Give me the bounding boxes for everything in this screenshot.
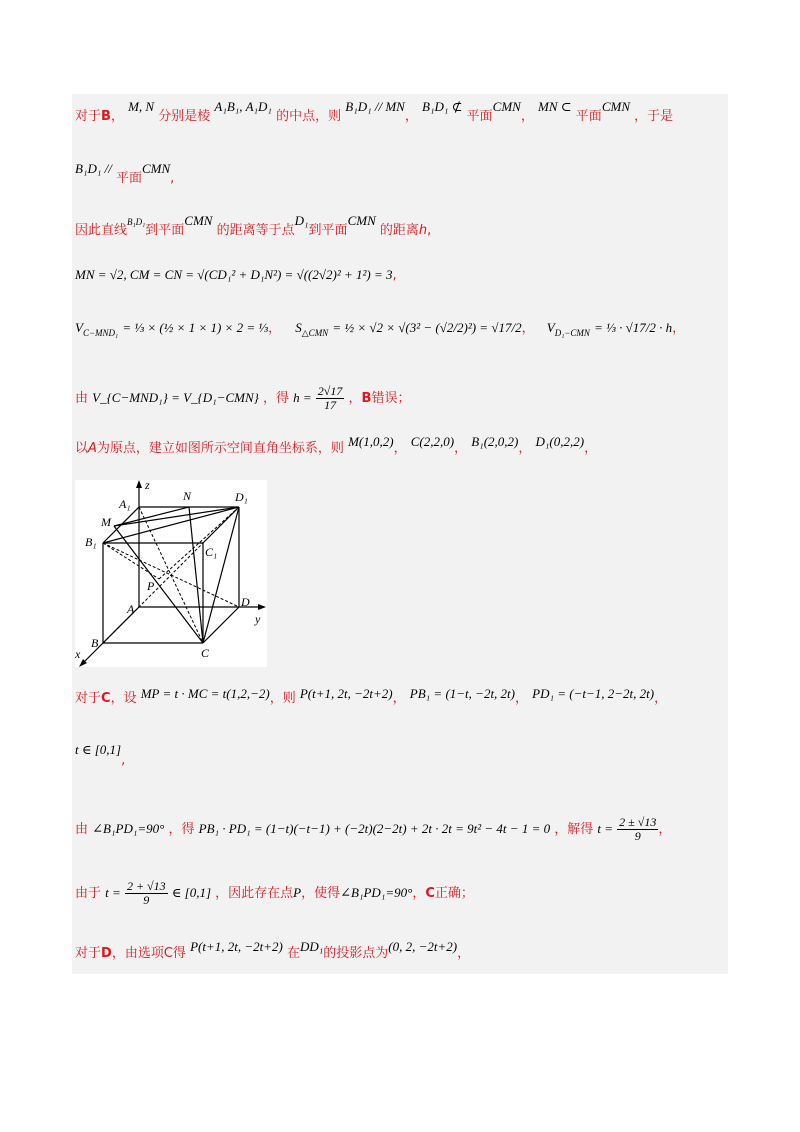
punct: , — [392, 268, 397, 283]
math-v: V — [75, 320, 83, 335]
line-coordinates: 以A为原点，建立如图所示空间直角坐标系，则 M(1,0,2)， C(2,2,0)， B₁(2,0,2)， D₁(0,2,2)， — [75, 434, 598, 456]
line-b-statement: 对于B， M, N 分别是棱 A₁B₁, A₁D₁ 的中点，则 B₁D₁ // MN， B₁D₁ ⊄ 平面CMN， MN ⊂ 平面CMN ，于是 — [75, 99, 674, 124]
text: ，解得 — [554, 822, 594, 838]
math-equation: V_{C−MND₁} = V_{D₁−CMN} — [92, 390, 259, 406]
text: 错误； — [371, 391, 411, 407]
label-m: M — [101, 515, 111, 529]
punct: , — [170, 171, 175, 186]
math-equation: = ⅓ · √17/2 · h — [594, 320, 673, 335]
label-y: y — [255, 612, 261, 626]
math-plane: CMN — [184, 213, 213, 228]
cube-figure — [75, 480, 267, 667]
label-a: A — [127, 602, 135, 616]
text: 的距离 — [379, 223, 419, 238]
label-b1: B₁ — [85, 535, 97, 549]
math-vector-pb1: PB₁ = (1−t, −2t, 2t) — [409, 686, 515, 701]
denominator: 9 — [143, 893, 150, 908]
math-line: B₁D₁ — [127, 217, 146, 227]
math-point-p: P(t+1, 2t, −2t+2) — [190, 939, 283, 954]
math-point-p: P(t+1, 2t, −2t+2) — [299, 686, 393, 701]
text: 到平面 — [308, 223, 348, 238]
fraction — [125, 880, 168, 907]
denominator: 9 — [634, 829, 641, 844]
hidden-line-bc1 — [103, 543, 203, 643]
text: 在 — [286, 946, 300, 961]
label-z: z — [145, 480, 150, 492]
math-range: t ∈ [0,1] — [75, 742, 122, 757]
math-equation: PB₁ · PD₁ = (1−t)(−t−1) + (−2t)(2−2t) + 2t · 2t = 9t² − 4t − 1 = 0 — [198, 821, 551, 837]
math-angle: ∠B₁PD₁=90° — [340, 885, 413, 901]
text: 对于 — [75, 109, 102, 124]
math-plane: CMN — [492, 99, 521, 114]
text: 由于 — [75, 886, 102, 902]
text: 到平面 — [145, 223, 185, 238]
denominator: 17 — [324, 398, 337, 413]
math-rel: B₁D₁ ⊄ — [422, 99, 463, 114]
line-b-parallel — [75, 161, 175, 187]
math-projection: (0, 2, −2t+2) — [388, 939, 458, 954]
line-b-result — [75, 385, 410, 412]
math-sub: D₁−CMN — [554, 328, 590, 338]
math-angle: ∠B₁PD₁=90° — [92, 821, 165, 837]
text: 的投影点为 — [323, 946, 389, 961]
text: 由 — [75, 391, 89, 407]
math-point: D₁ — [294, 213, 309, 228]
label-d: D — [241, 595, 250, 609]
math-rel: B₁D₁ // MN — [345, 99, 405, 114]
coord-d1: D₁(0,2,2) — [535, 434, 585, 449]
math-v: V — [546, 320, 555, 335]
text: 分别是棱 — [158, 109, 211, 124]
option-tag: B — [101, 109, 111, 124]
math-edges: A₁B₁, A₁D₁ — [214, 99, 272, 114]
arrow-z — [136, 480, 142, 488]
label-n: N — [183, 489, 192, 503]
math-equation: MN = √2, CM = CN = √(CD₁² + D₁N²) = √((2√2)² + 1²) = 3 — [75, 267, 393, 282]
math-s: S — [295, 320, 302, 335]
text: 的中点，则 — [276, 109, 342, 124]
math-sub: △CMN — [301, 328, 329, 338]
option-tag: C — [425, 886, 435, 902]
text: 由 — [75, 822, 89, 838]
math-h: h — [418, 223, 428, 238]
text: 为原点，建立如图所示空间直角坐标系，则 — [96, 441, 344, 456]
math-mn: M, N — [128, 99, 155, 114]
text: ，由选项 — [111, 946, 164, 961]
numerator: 2 ± √13 — [619, 815, 657, 829]
option-tag: B — [361, 391, 372, 407]
numerator: 2√17 — [317, 384, 343, 398]
math-equation: = ½ × √2 × √(3² − (√2/2)²) = √17/2 — [332, 320, 522, 335]
text: ，设 — [110, 691, 137, 706]
punct: , — [121, 753, 126, 768]
math-range: ∈ [0,1] — [171, 885, 212, 901]
punct: ， — [412, 886, 426, 902]
punct: ， — [348, 391, 362, 407]
text: ，因此存在点 — [215, 886, 294, 902]
text: 以 — [75, 441, 89, 456]
line-d-statement: 对于D，由选项C得 P(t+1, 2t, −2t+2) 在DD₁的投影点为(0, 2, −2t+2)， — [75, 939, 471, 961]
text: ，得 — [262, 391, 289, 407]
punct: , — [427, 223, 432, 238]
arrow-y — [258, 604, 266, 610]
text: 因此直线 — [75, 223, 128, 238]
label-b: B — [91, 636, 99, 650]
label-d1: D₁ — [235, 490, 248, 504]
math-plane: CMN — [142, 161, 171, 176]
text: 平面 — [575, 109, 602, 124]
line-c-conclusion — [75, 880, 474, 907]
text: 对于 — [75, 946, 102, 961]
text: 平面 — [466, 109, 493, 124]
cube-diagram — [75, 480, 267, 667]
label-x: x — [75, 647, 81, 661]
text: 平面 — [115, 171, 142, 186]
fraction — [617, 816, 658, 843]
math-t: t = — [105, 885, 121, 901]
math-t: t = — [597, 821, 614, 837]
label-c: C — [201, 646, 210, 660]
line-c-solve: 由 ∠B₁PD₁=90° ，得 PB₁ · PD₁ = (1−t)(−t−1) + (−2t)(2−2t) + 2t · 2t = 9t² − 4t − 1 = 0 ，解得 t = $\frac{2 \pm √13}{9}$ ， — [75, 815, 672, 844]
label-a1: A₁ — [119, 497, 131, 511]
text: ，于是 — [634, 109, 674, 124]
math-p: P — [293, 885, 302, 901]
line-d1c — [203, 507, 239, 643]
math-plane: CMN — [601, 99, 630, 114]
line-b-distance — [75, 213, 432, 239]
coord-c: C(2,2,0) — [410, 434, 455, 449]
math-plane: CMN — [347, 213, 376, 228]
text: 正确； — [434, 886, 474, 902]
edge-cd — [203, 607, 239, 643]
line-c-setup: 对于C，设 MP = t · MC = t(1,2,−2)，则 P(t+1, 2t, −2t+2)， PB₁ = (1−t, −2t, 2t)， PD₁ = (−t−1, 2−2t, 2t)， — [75, 686, 668, 706]
line-b-lengths — [75, 267, 397, 284]
math-equation: = ⅓ × (½ × 1 × 1) × 2 = ⅓ — [122, 320, 269, 335]
coord-b1: B₁(2,0,2) — [471, 434, 519, 449]
math-rel: B₁D₁ // — [75, 161, 112, 176]
text: 的距离等于点 — [216, 223, 295, 238]
option-tag: D — [101, 946, 112, 961]
text: ，使得 — [301, 886, 341, 902]
math-rel: MN ⊂ — [538, 99, 572, 114]
text: ，得 — [168, 822, 195, 838]
coord-m: M(1,0,2) — [348, 434, 394, 449]
line-nc — [189, 507, 203, 643]
line-c-range — [75, 742, 126, 768]
math-h: h = — [293, 390, 312, 406]
label-c1: C₁ — [205, 545, 218, 559]
math-vector-mp: MP = t · MC = t(1,2,−2) — [140, 686, 270, 701]
option-ref: C — [163, 946, 173, 961]
math-vector-pd1: PD₁ = (−t−1, 2−2t, 2t) — [532, 686, 655, 701]
label-p: P — [147, 579, 155, 593]
math-a: A — [88, 441, 97, 456]
text: ，则 — [269, 691, 296, 706]
math-segment: DD₁ — [299, 939, 324, 954]
option-tag: C — [101, 691, 111, 706]
math-sub: C−MND₁ — [82, 328, 119, 338]
numerator: 2 + √13 — [126, 879, 166, 893]
line-b-volumes: $V_{C-MND_1}$ = ⅓ × (½ × 1 × 1) × 2 = ⅓， $S_{\triangle CMN}$ = ½ × √2 × √(3² − (√2/2)²) = √17/2， $V_{D_1-CMN}$ = ⅓ · √17/2 · h， — [75, 320, 686, 338]
text: 对于 — [75, 691, 102, 706]
text: 得 — [172, 946, 186, 961]
fraction — [316, 385, 345, 412]
